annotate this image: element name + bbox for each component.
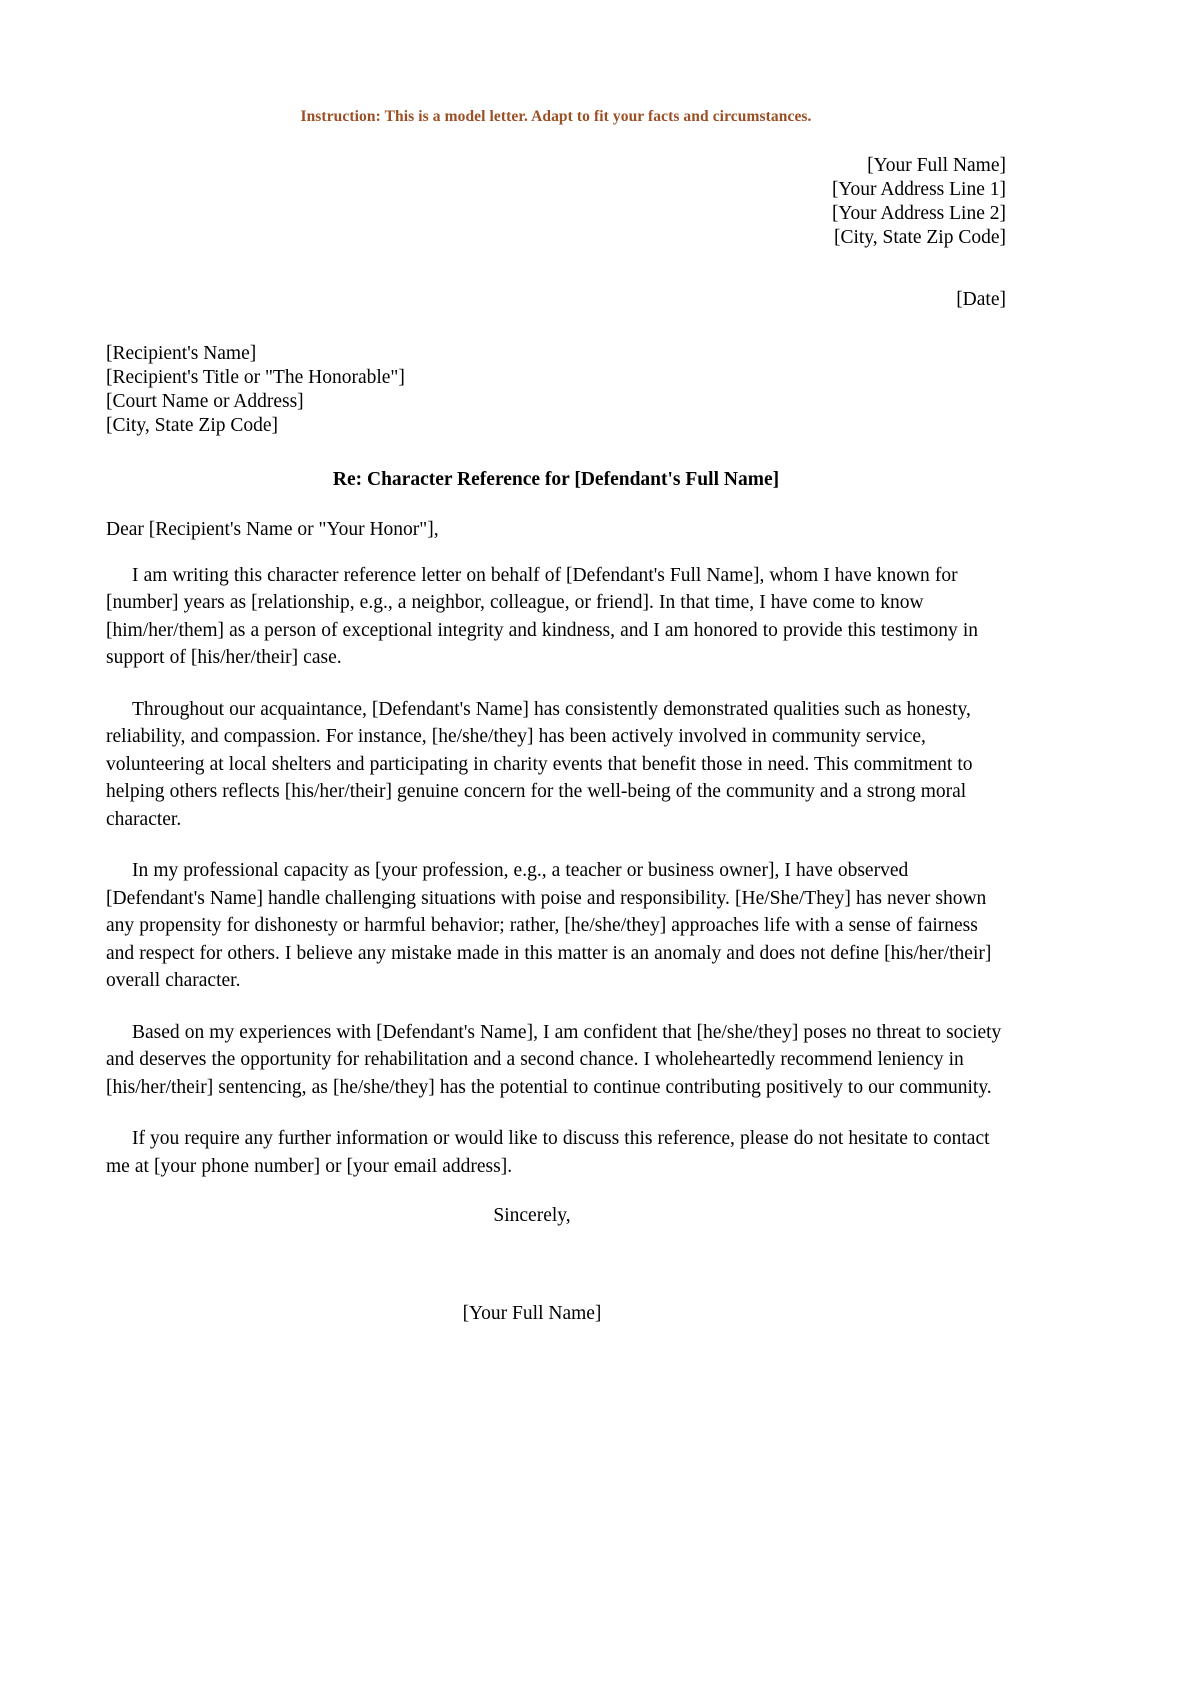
recipient-city-state-zip-line: [City, State Zip Code] xyxy=(106,414,279,436)
signature-name: [Your Full Name] xyxy=(462,1303,602,1325)
sender-address-block xyxy=(106,154,1006,250)
recipient-title-line: [Recipient's Title or "The Honorable"] xyxy=(106,366,405,388)
body-paragraph: I am writing this character reference letter on behalf of [Defendant's Full Name], whom I have known for [number] years as [relationship, e.g., a neighbor, colleague, or friend]. In that time, I have come to know [him/her/them] as a person of exceptional integrity and kindness, and I am honored to provide this testimony in support of [his/her/their] case. xyxy=(106,564,979,669)
body-paragraph: In my professional capacity as [your profession, e.g., a teacher or business owner], I have observed [Defendant's Name] handle challenging situations with poise and responsibility. [He/She/They] has never shown any propensity for dishonesty or harmful behavior; rather, [he/she/they] approaches life with a sense of fairness and respect for others. I believe any mistake made in this matter is an anomaly and does not define [his/her/their] overall character. xyxy=(106,860,992,992)
sender-address-line-1: [Your Address Line 1] xyxy=(831,178,1006,200)
recipient-address-block xyxy=(106,342,1006,438)
recipient-name-line: [Recipient's Name] xyxy=(106,342,257,364)
body-paragraph: Based on my experiences with [Defendant's Name], I am confident that [he/she/they] poses no threat to society and deserves the opportunity for rehabilitation and a second chance. I wholeheartedly recommend leniency in [his/her/their] sentencing, as [he/she/they] has the potential to continue contributing positively to our community. xyxy=(106,1021,1002,1098)
subject-line: Re: Character Reference for [Defendant's Full Name] xyxy=(332,468,780,490)
valediction: Sincerely, xyxy=(493,1205,571,1227)
body-paragraph: If you require any further information or would like to discuss this reference, please do not hesitate to contact me at [your phone number] or [your email address]. xyxy=(106,1128,990,1177)
signature-space xyxy=(106,1228,1006,1302)
sender-name-line: [Your Full Name] xyxy=(867,154,1006,176)
letter-body xyxy=(106,562,1006,1181)
instruction-note: Instruction: This is a model letter. Adapt to fit your facts and circumstances. xyxy=(300,108,812,125)
date-line: [Date] xyxy=(956,288,1006,310)
letter-content xyxy=(106,0,1006,1326)
recipient-court-line: [Court Name or Address] xyxy=(106,390,304,412)
sender-city-state-zip-line: [City, State Zip Code] xyxy=(833,226,1006,248)
salutation-line: Dear [Recipient's Name or "Your Honor"], xyxy=(106,518,439,540)
body-paragraph: Throughout our acquaintance, [Defendant's Name] has consistently demonstrated qualities such as honesty, reliability, and compassion. For instance, [he/she/they] has been actively involved in community service, volunteering at local shelters and participating in charity events that benefit those in need. This commitment to helping others reflects [his/her/their] genuine concern for the well-being of the community and a strong moral character. xyxy=(106,698,973,830)
sender-address-line-2: [Your Address Line 2] xyxy=(831,202,1006,224)
